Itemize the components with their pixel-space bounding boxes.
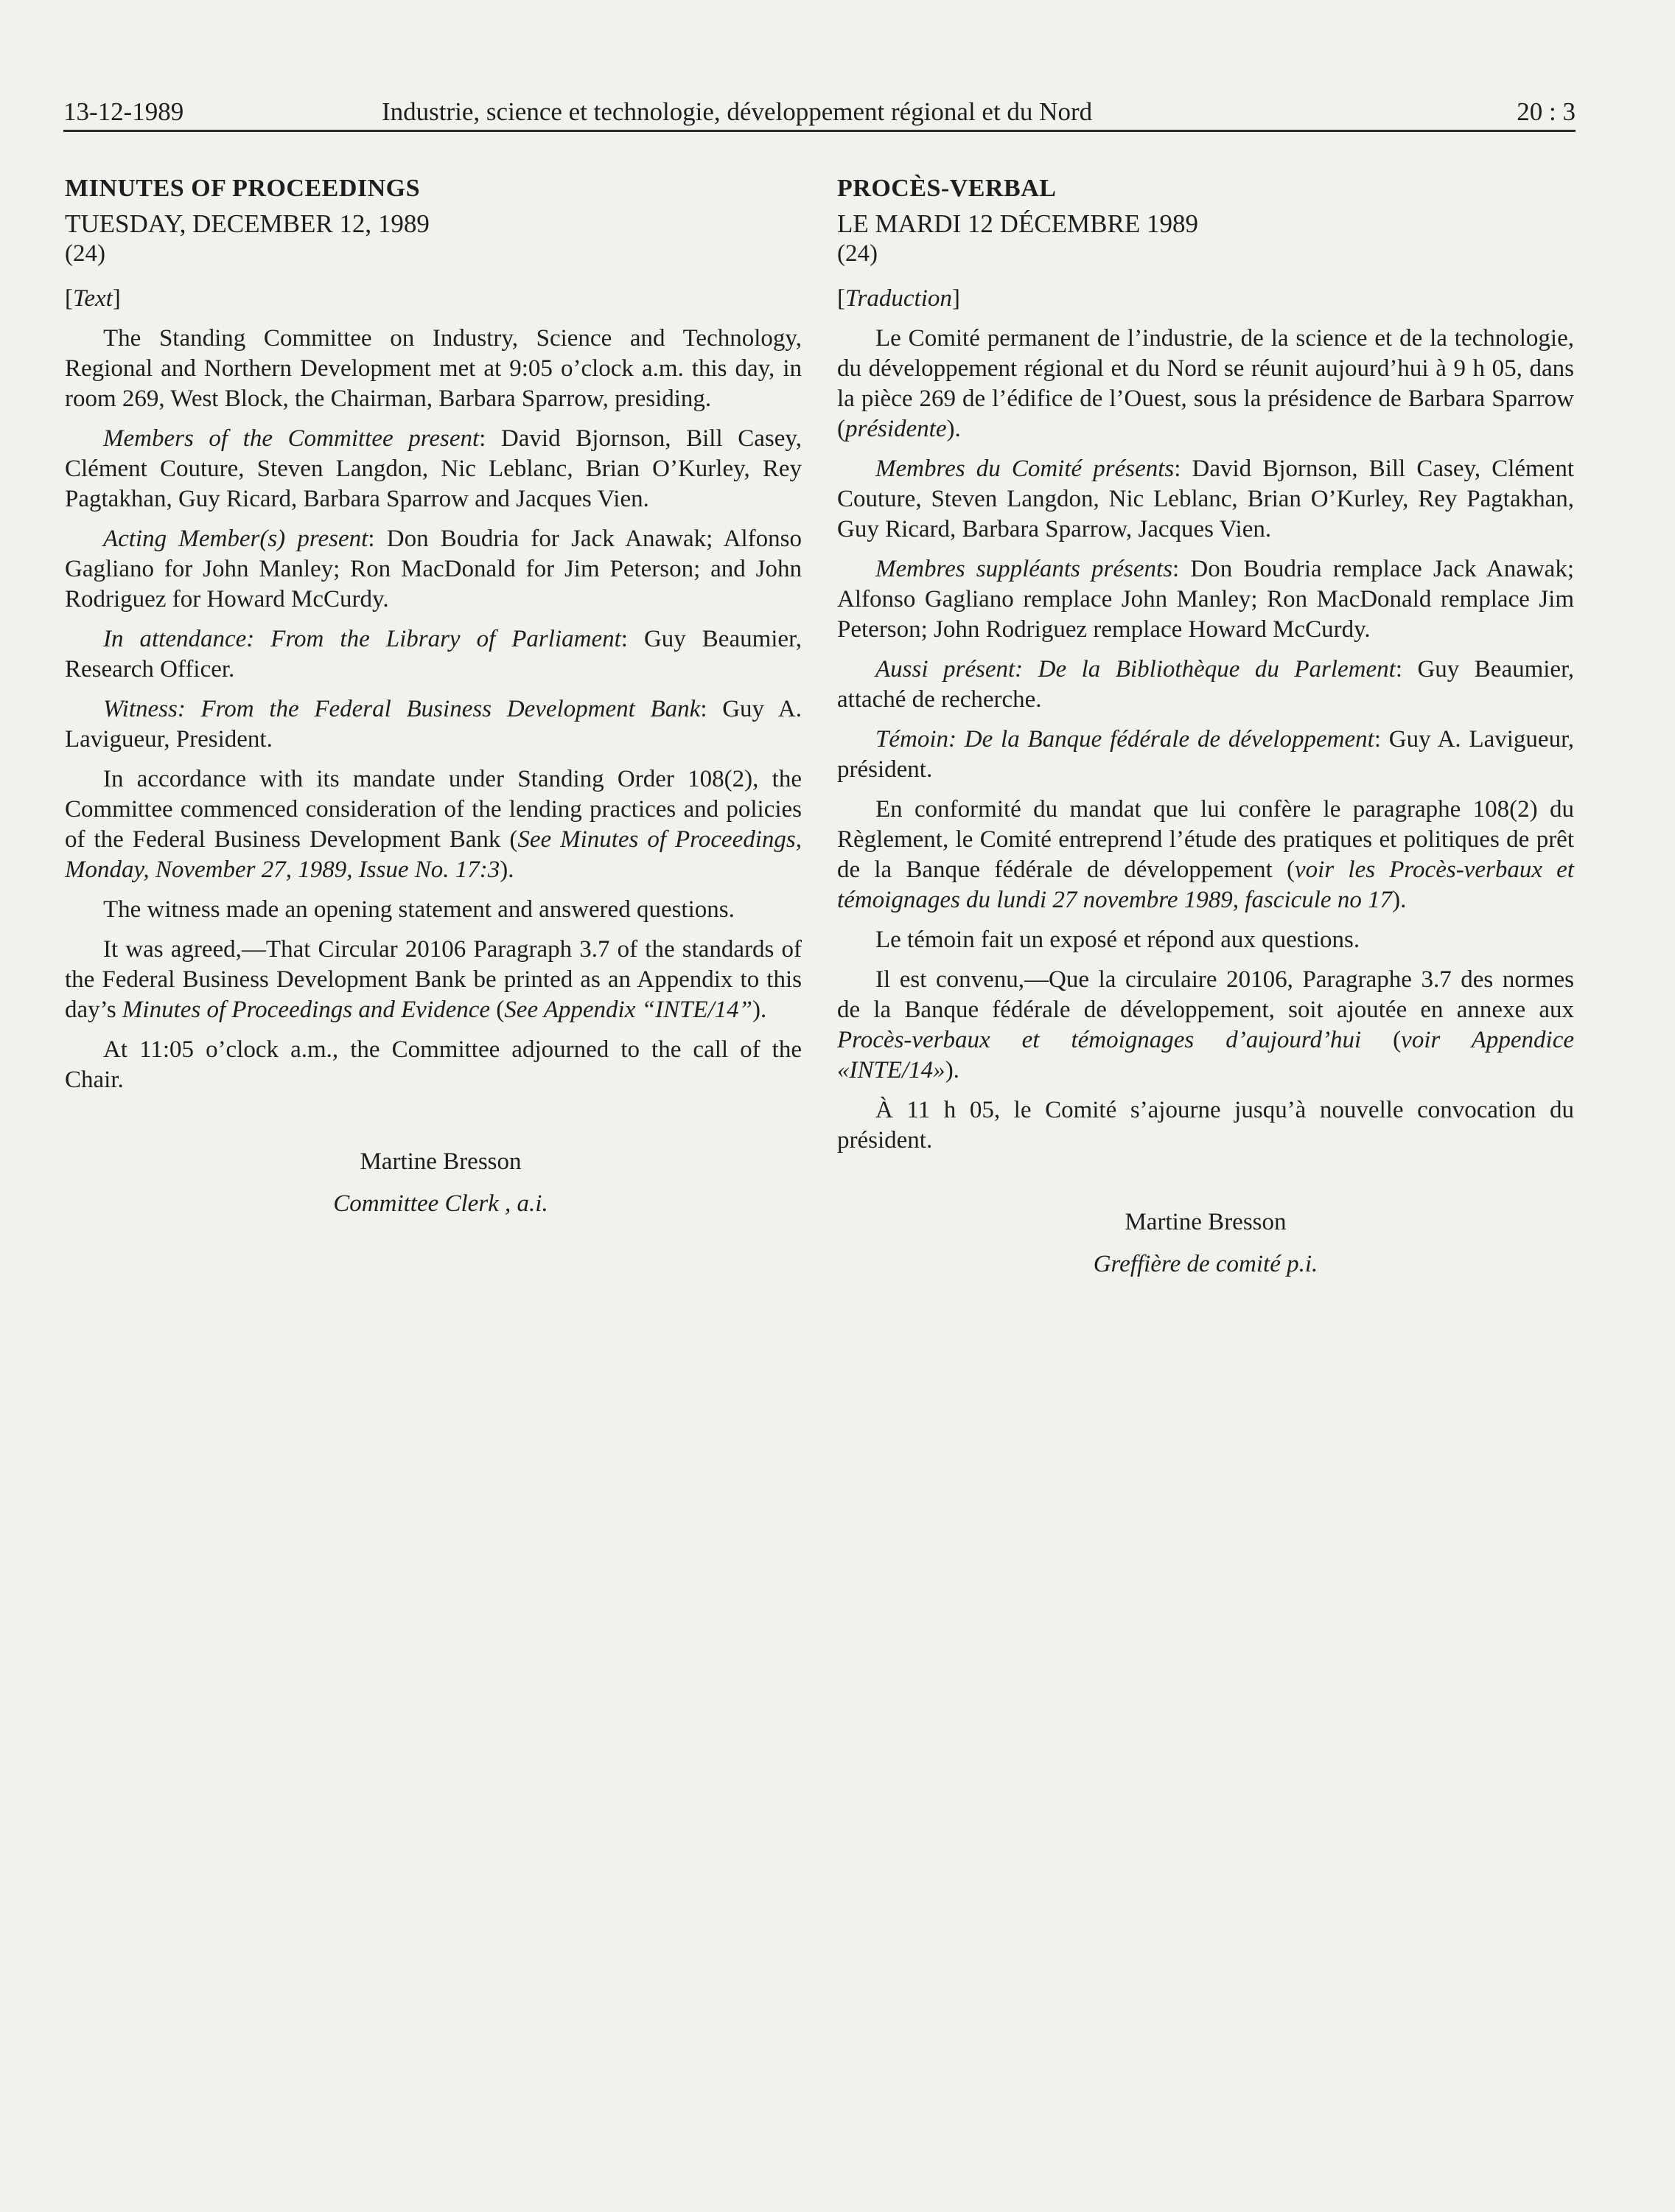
english-agreed-paragraph: It was agreed,—That Circular 20106 Paragraph 3.7 of the standards of the Federal Business Development Bank be printed as an Appendix to this day’s Minutes of Proceedings and Evidence (See Appendix “INTE/14”). <box>65 936 802 1023</box>
english-acting-members-paragraph: Acting Member(s) present: Don Boudria for Jack Anawak; Alfonso Gagliano for John Manley; Ron MacDonald for Jim Peterson; and John Rodriguez for Howard McCurdy. <box>65 526 802 613</box>
french-members-paragraph: Membres du Comité présents: David Bjornson, Bill Casey, Clément Couture, Steven Langdon, Nic Leblanc, Brian O’Kurley, Rey Pagtakhan, Guy Ricard, Barbara Sparrow, Jacques Vien. <box>837 456 1575 542</box>
french-text-tag: [Traduction] <box>837 285 960 312</box>
english-date: TUESDAY, DECEMBER 12, 1989 <box>65 209 430 238</box>
french-sitting-number: (24) <box>837 240 878 267</box>
french-agreed-paragraph: Il est convenu,—Que la circulaire 20106, Paragraphe 3.7 des normes de la Banque fédérale de développement, soit ajoutée en annexe aux Procès-verbaux et témoignages d’aujourd’hui (voir Appendice «INTE/14»). <box>837 966 1574 1084</box>
page-number: 20 : 3 <box>1517 97 1576 126</box>
french-mandate-paragraph: En conformité du mandat que lui confère le paragraphe 108(2) du Règlement, le Comité entreprend l’étude des pratiques et politiques de prêt de la Banque fédérale de développement (voir les Procès-verbaux et témoignages du lundi 27 novembre 1989, fascicule no 17). <box>837 796 1574 913</box>
english-attendance-paragraph: In attendance: From the Library of Parliament: Guy Beaumier, Research Officer. <box>65 626 802 683</box>
french-clerk-name: Martine Bresson <box>1125 1209 1287 1235</box>
french-attendance-paragraph: Aussi présent: De la Bibliothèque du Parlement: Guy Beaumier, attaché de recherche. <box>837 656 1574 713</box>
english-clerk-name: Martine Bresson <box>360 1148 522 1175</box>
running-header <box>63 91 1576 132</box>
header-title: Industrie, science et technologie, développement régional et du Nord <box>382 97 1093 126</box>
french-witness-statement-paragraph: Le témoin fait un exposé et répond aux questions. <box>875 927 1360 953</box>
english-witness-statement-paragraph: The witness made an opening statement and answered questions. <box>103 896 735 923</box>
french-column <box>837 173 1574 1280</box>
french-date: LE MARDI 12 DÉCEMBRE 1989 <box>837 209 1198 238</box>
french-adjourn-paragraph: À 11 h 05, le Comité s’ajourne jusqu’à nouvelle convocation du président. <box>837 1097 1574 1154</box>
french-opening-paragraph: Le Comité permanent de l’industrie, de la science et de la technologie, du développement régional et du Nord se réunit aujourd’hui à 9 h 05, dans la pièce 269 de l’édifice de l’Ouest, sous la présidence de Barbara Sparrow (présidente). <box>837 325 1574 442</box>
french-clerk-role: Greffière de comité p.i. <box>1093 1251 1318 1277</box>
french-signature <box>948 1207 1464 1280</box>
header-date: 13-12-1989 <box>63 97 184 126</box>
english-column <box>65 173 802 1219</box>
english-text-tag: [Text] <box>65 285 121 312</box>
english-opening-paragraph: The Standing Committee on Industry, Science and Technology, Regional and Northern Development met at 9:05 o’clock a.m. this day, in room 269, West Block, the Chairman, Barbara Sparrow, presiding. <box>65 325 802 412</box>
french-acting-members-paragraph: Membres suppléants présents: Don Boudria remplace Jack Anawak; Alfonso Gagliano remplace John Manley; Ron MacDonald remplace Jim Peterson; John Rodriguez remplace Howard McCurdy. <box>837 556 1574 643</box>
english-clerk-role: Committee Clerk , a.i. <box>333 1190 548 1217</box>
english-heading: MINUTES OF PROCEEDINGS <box>65 175 421 202</box>
english-signature <box>175 1147 706 1219</box>
french-witness-paragraph: Témoin: De la Banque fédérale de développement: Guy A. Lavigueur, président. <box>837 726 1574 783</box>
french-heading: PROCÈS-VERBAL <box>837 175 1057 202</box>
english-members-paragraph: Members of the Committee present: David Bjornson, Bill Casey, Clément Couture, Steven Langdon, Nic Leblanc, Brian O’Kurley, Rey Pagtakhan, Guy Ricard, Barbara Sparrow and Jacques Vien. <box>65 425 802 512</box>
english-witness-paragraph: Witness: From the Federal Business Development Bank: Guy A. Lavigueur, President. <box>65 696 802 753</box>
english-sitting-number: (24) <box>65 240 105 267</box>
english-adjourn-paragraph: At 11:05 o’clock a.m., the Committee adjourned to the call of the Chair. <box>65 1036 802 1093</box>
english-mandate-paragraph: In accordance with its mandate under Standing Order 108(2), the Committee commenced consideration of the lending practices and policies of the Federal Business Development Bank (See Minutes of Proceedings, Monday, November 27, 1989, Issue No. 17:3). <box>65 766 802 883</box>
